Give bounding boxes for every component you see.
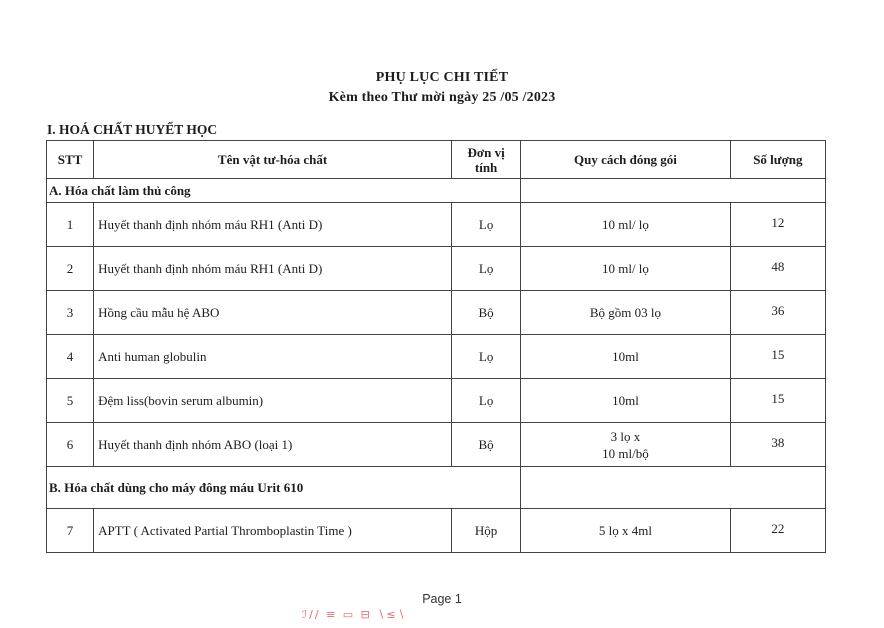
table-row	[47, 335, 826, 379]
cell-unit: Lọ	[452, 379, 521, 423]
cell-name: Đệm liss(bovin serum albumin)	[94, 379, 452, 423]
table-row	[47, 291, 826, 335]
cell-spec: 10ml	[521, 379, 731, 423]
cell-spec: 10 ml/ lọ	[521, 247, 731, 291]
header-spec: Quy cách đóng gói	[521, 141, 731, 179]
cell-qty: 12	[730, 203, 825, 247]
cell-unit: Bộ	[452, 291, 521, 335]
cell-qty: 48	[730, 247, 825, 291]
cell-name: APTT ( Activated Partial Thromboplastin Time )	[94, 509, 452, 553]
cell-spec-line2: 10 ml/bộ	[602, 445, 649, 461]
cell-unit: Bộ	[452, 423, 521, 467]
cell-spec: 10 ml/ lọ	[521, 203, 731, 247]
cell-name: Huyết thanh định nhóm ABO (loại 1)	[94, 423, 452, 467]
cell-stt: 1	[47, 203, 94, 247]
cell-spec: 10ml	[521, 335, 731, 379]
table-row	[47, 509, 826, 553]
cell-stt: 4	[47, 335, 94, 379]
cell-name: Huyết thanh định nhóm máu RH1 (Anti D)	[94, 247, 452, 291]
header-stt: STT	[47, 141, 94, 179]
cell-stt: 6	[47, 423, 94, 467]
header-unit-line1: Đơn vị	[467, 144, 505, 160]
cell-unit: Lọ	[452, 247, 521, 291]
group-label: A. Hóa chất làm thủ công	[47, 179, 521, 203]
group-row	[47, 467, 826, 509]
section-heading: I. HOÁ CHẤT HUYẾT HỌC	[47, 122, 218, 137]
cell-qty: 22	[730, 509, 825, 553]
header-name: Tên vật tư-hóa chất	[94, 141, 452, 179]
header-unit-line2: tính	[474, 159, 498, 175]
cell-qty: 15	[730, 335, 825, 379]
document-subtitle: Kèm theo Thư mời ngày 25 /05 /2023	[328, 90, 556, 105]
page-number: Page 1	[422, 592, 462, 606]
cell-stt: 7	[47, 509, 94, 553]
table-header-row	[47, 141, 826, 179]
cell-qty: 38	[730, 423, 825, 467]
cell-spec-line1: 3 lọ x	[610, 428, 641, 444]
cell-name: Anti human globulin	[94, 335, 452, 379]
cell-unit: Lọ	[452, 335, 521, 379]
header-qty: Số lượng	[730, 141, 825, 179]
table-row	[47, 423, 826, 467]
cell-spec: 5 lọ x 4ml	[521, 509, 731, 553]
header-unit	[452, 141, 521, 179]
red-stamp-mark: ℐ∕∕ ≡ ▭ ⊟ ∖≤∖	[302, 608, 407, 621]
group-row	[47, 179, 826, 203]
group-empty-cell	[521, 179, 826, 203]
cell-name: Hồng cầu mẫu hệ ABO	[94, 291, 452, 335]
chemicals-table	[46, 140, 826, 553]
cell-unit: Hộp	[452, 509, 521, 553]
cell-stt: 2	[47, 247, 94, 291]
document-title: PHỤ LỤC CHI TIẾT	[375, 70, 509, 85]
cell-qty: 15	[730, 379, 825, 423]
group-label: B. Hóa chất dùng cho máy đông máu Urit 610	[47, 467, 521, 509]
cell-name: Huyết thanh định nhóm máu RH1 (Anti D)	[94, 203, 452, 247]
cell-unit: Lọ	[452, 203, 521, 247]
cell-spec	[521, 423, 731, 467]
cell-qty: 36	[730, 291, 825, 335]
cell-stt: 3	[47, 291, 94, 335]
table-row	[47, 203, 826, 247]
table-row	[47, 379, 826, 423]
cell-stt: 5	[47, 379, 94, 423]
group-empty-cell	[521, 467, 826, 509]
table-row	[47, 247, 826, 291]
cell-spec: Bộ gồm 03 lọ	[521, 291, 731, 335]
